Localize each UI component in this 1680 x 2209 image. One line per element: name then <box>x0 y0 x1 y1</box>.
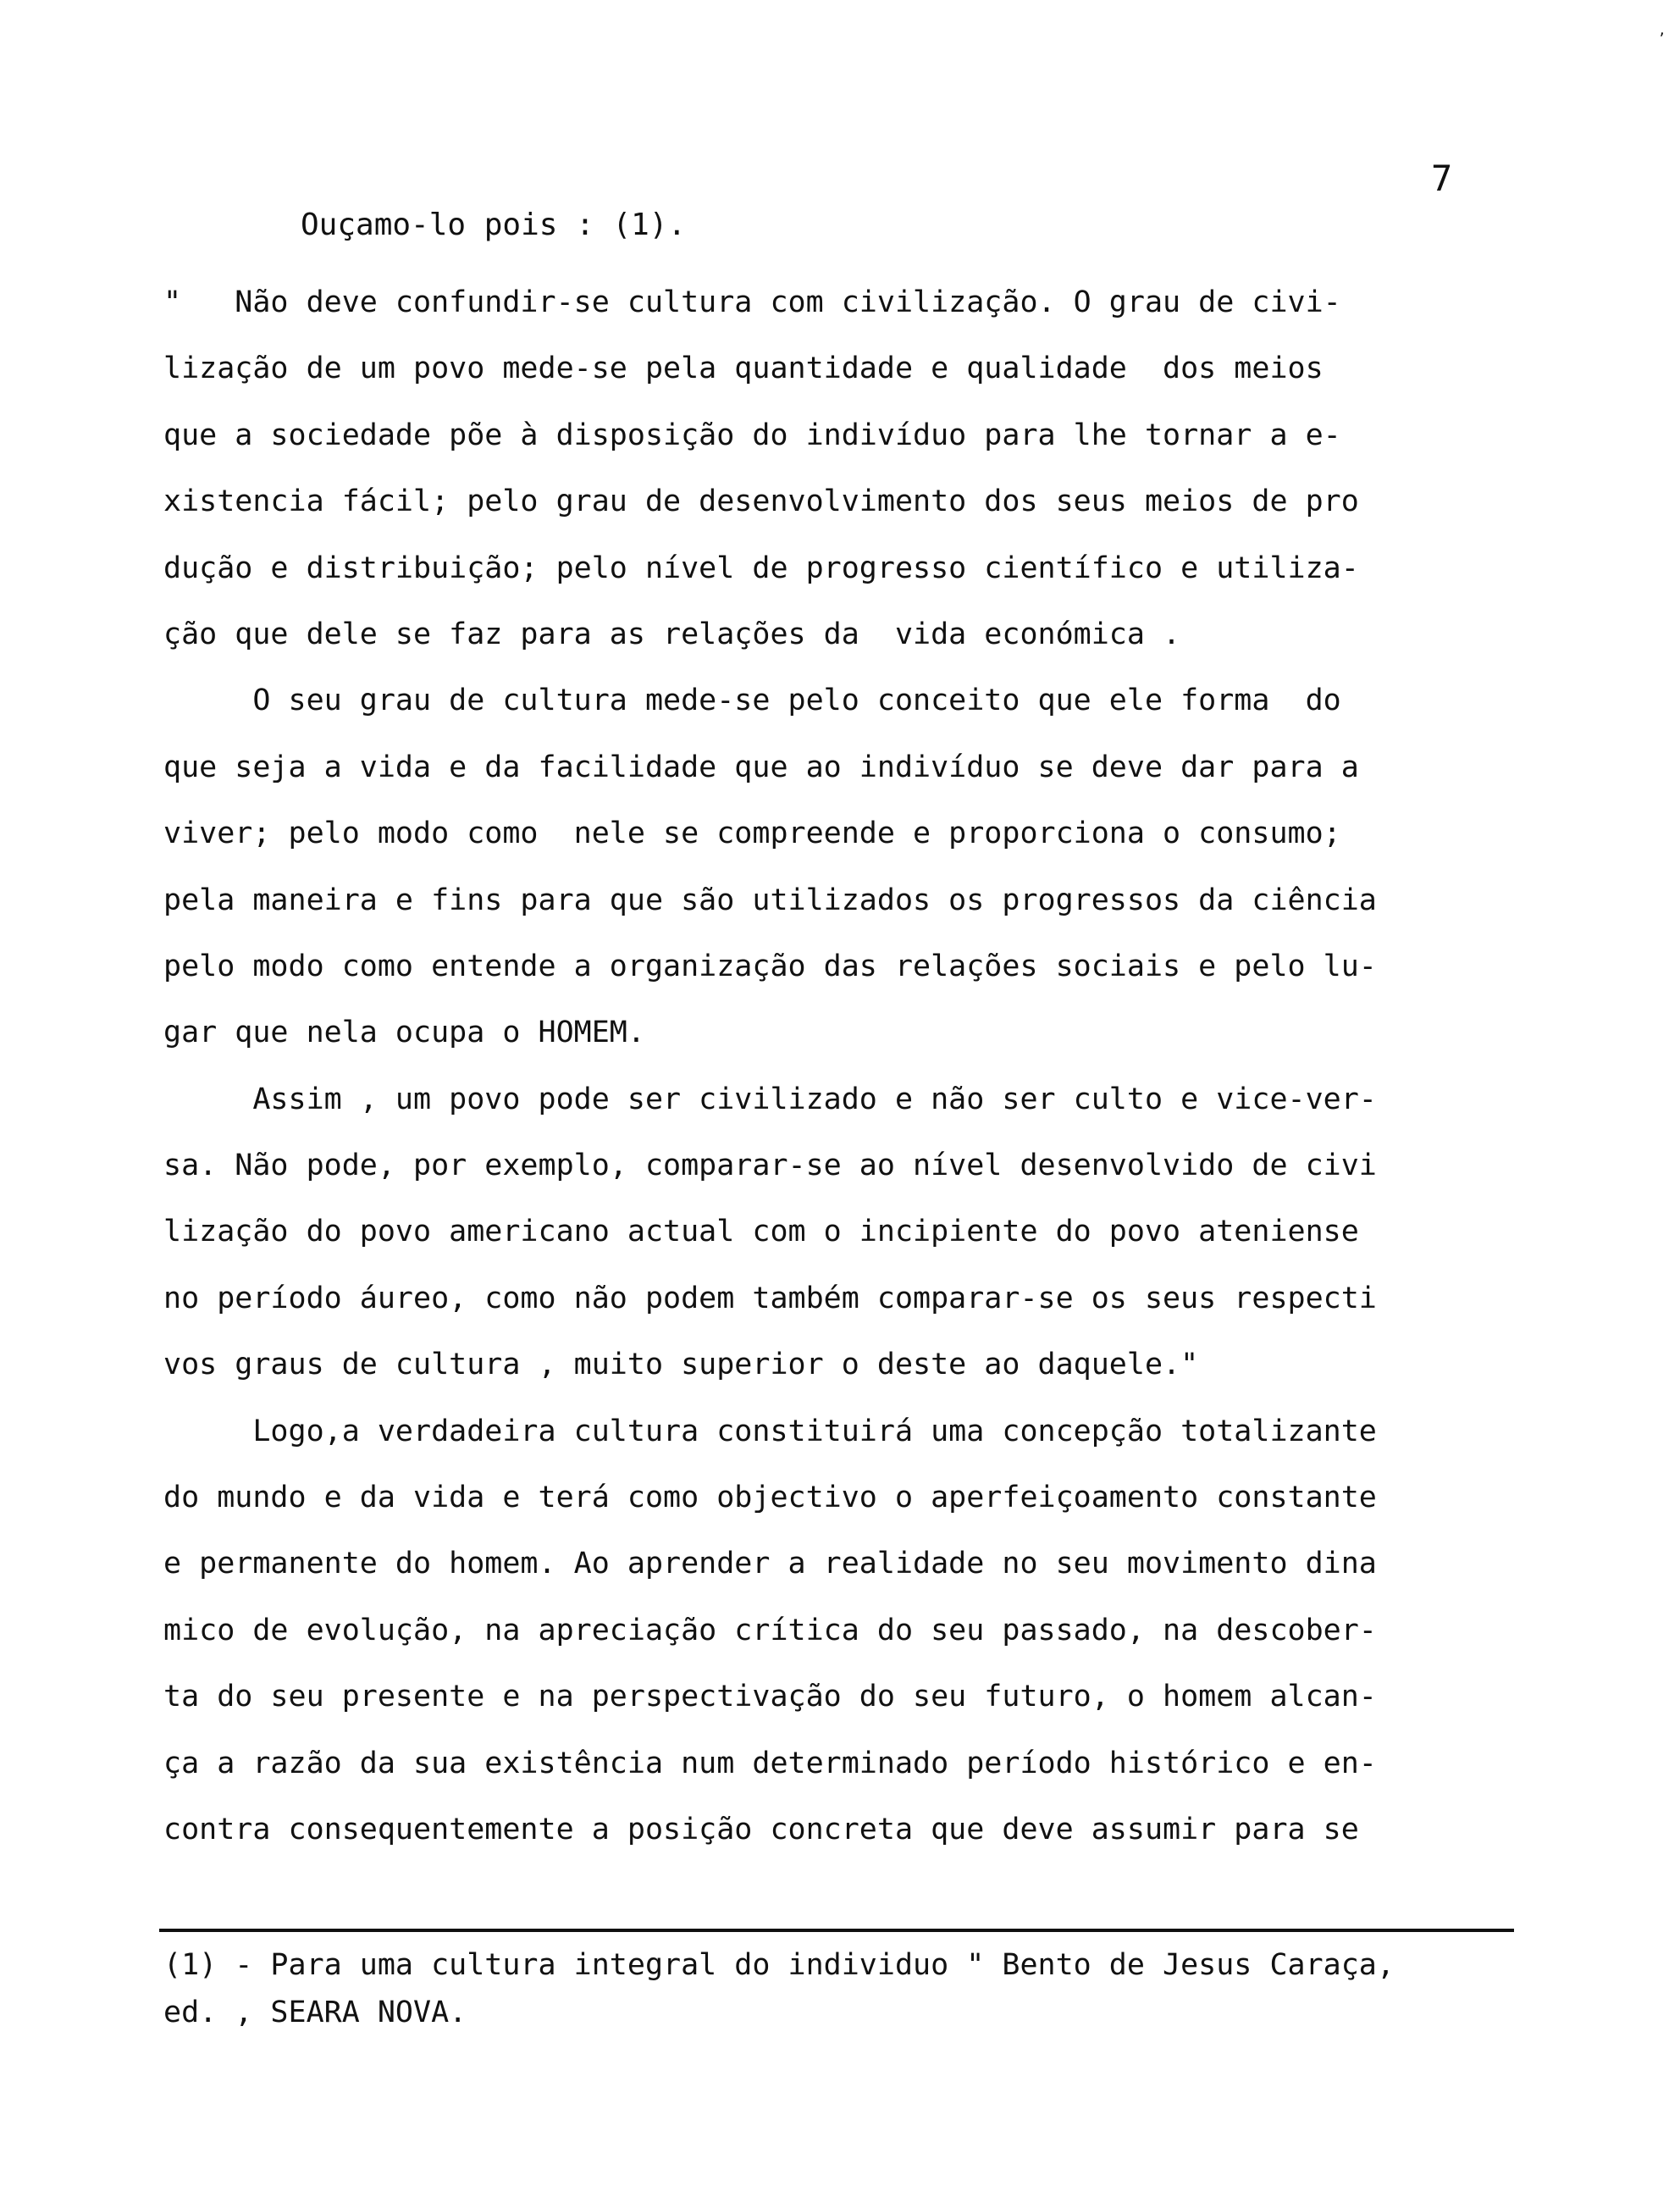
footnote-divider <box>159 1929 1514 1932</box>
paragraph-1 <box>163 269 1535 667</box>
text-line: sa. Não pode, por exemplo, comparar-se ao nível desenvolvido de civi <box>163 1149 1377 1183</box>
text-line: ça a razão da sua existência num determinado período histórico e en- <box>163 1746 1377 1780</box>
text-line: " Não deve confundir-se cultura com civilização. O grau de civi- <box>163 285 1341 319</box>
paragraph-4 <box>163 1398 1535 1863</box>
text-line: ção que dele se faz para as relações da vida económica . <box>163 617 1181 651</box>
footnote <box>163 1941 1535 2036</box>
footnote-line: (1) - Para uma cultura integral do individuo " Bento de Jesus Caraça, <box>163 1948 1395 1982</box>
text-line: mico de evolução, na apreciação crítica do seu passado, na descober- <box>163 1613 1377 1647</box>
text-line: e permanente do homem. Ao aprender a realidade no seu movimento dina <box>163 1547 1377 1581</box>
text-line: viver; pelo modo como nele se compreende e proporciona o consumo; <box>163 817 1341 851</box>
text-line: do mundo e da vida e terá como objectivo o aperfeiçoamento constante <box>163 1481 1377 1515</box>
text-line: O seu grau de cultura mede-se pelo conceito que ele forma do <box>163 684 1341 718</box>
body-text <box>163 269 1535 1863</box>
text-line: lização de um povo mede-se pela quantidade e qualidade dos meios <box>163 352 1324 386</box>
page-number: 7 <box>1431 158 1453 199</box>
text-line: vos graus de cultura , muito superior o deste ao daquele." <box>163 1348 1199 1382</box>
text-line: contra consequentemente a posição concreta que deve assumir para se <box>163 1812 1359 1846</box>
text-line: que a sociedade põe à disposição do indivíduo para lhe tornar a e- <box>163 418 1341 452</box>
text-line: gar que nela ocupa o HOMEM. <box>163 1016 645 1050</box>
paragraph-2 <box>163 667 1535 1066</box>
footnote-line: ed. , SEARA NOVA. <box>163 1996 467 2029</box>
text-line: lização do povo americano actual com o incipiente do povo ateniense <box>163 1215 1359 1249</box>
text-line: Logo,a verdadeira cultura constituirá uma concepção totalizante <box>163 1414 1377 1448</box>
text-line: dução e distribuição; pelo nível de progresso científico e utiliza- <box>163 551 1359 585</box>
text-line: ta do seu presente e na perspectivação do seu futuro, o homem alcan- <box>163 1680 1377 1714</box>
corner-mark: , <box>1658 22 1666 38</box>
text-line: no período áureo, como não podem também comparar-se os seus respecti <box>163 1281 1377 1315</box>
text-line: pelo modo como entende a organização das relações sociais e pelo lu- <box>163 949 1377 983</box>
text-line: pela maneira e fins para que são utilizados os progressos da ciência <box>163 883 1377 917</box>
text-line: xistencia fácil; pelo grau de desenvolvimento dos seus meios de pro <box>163 484 1359 519</box>
intro-line: Ouçamo-lo pois : (1). <box>301 208 687 242</box>
text-line: que seja a vida e da facilidade que ao indivíduo se deve dar para a <box>163 750 1359 784</box>
paragraph-3 <box>163 1066 1535 1398</box>
text-line: Assim , um povo pode ser civilizado e não ser culto e vice-ver- <box>163 1082 1377 1116</box>
